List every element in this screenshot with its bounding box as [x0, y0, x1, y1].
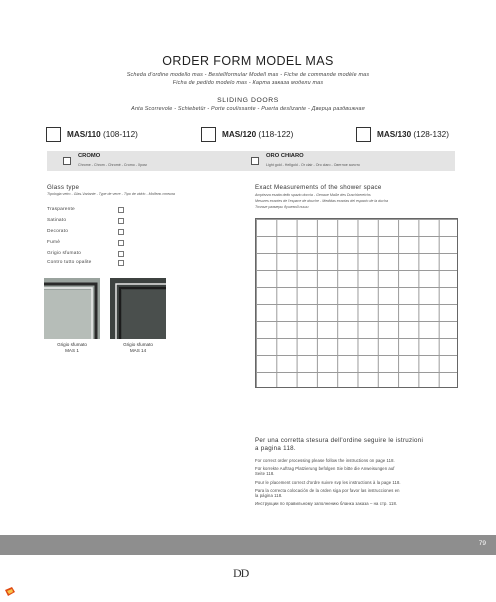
glass-sample-light-caption: Grigio sfumato MAS 1: [57, 342, 87, 353]
measurements-translations-3: Точные размеры душевой ниши: [255, 205, 309, 209]
instructions-main: Per una corretta stesura dell'ordine seguire le istruzioni a pagina 118.: [255, 437, 424, 452]
measurements-translations-2: Mesures exactes de l'espace de douche - Medidas exactas del espacio de la ducha: [255, 199, 388, 203]
instruction-line: For correct order processing please follow the instructions on page 118.: [255, 458, 395, 463]
glass-option-checkbox[interactable]: [118, 207, 124, 213]
brand-logo: DD: [233, 566, 249, 580]
glass-sample-light-image: [44, 278, 100, 339]
model-110-label: MAS/110 (108-112): [67, 130, 138, 139]
glass-sample-dark-image: [110, 278, 166, 339]
glass-type-translations: Tipologia vetro - Glas-Variante - Type de verre - Tipo de vidrio - Модель стекла: [47, 192, 175, 196]
instructions-translations: [255, 458, 465, 506]
glass-option-checkbox[interactable]: [118, 260, 124, 266]
page-title: ORDER FORM MODEL MAS: [162, 54, 334, 68]
instruction-line: Seite 118.: [255, 471, 275, 477]
pdf-badge-icon[interactable]: [4, 584, 16, 594]
finish-chrome-label: CROMO: [78, 153, 101, 159]
finish-chrome-checkbox[interactable]: [63, 157, 71, 165]
finish-gold-label: ORO CHIARO: [266, 153, 304, 159]
instruction-line: Para la correcta colocación de la orden siga por favor las instrucciones en: [255, 487, 400, 493]
measurement-grid[interactable]: [255, 218, 458, 388]
page-number: 79: [478, 540, 486, 547]
glass-option-checkbox[interactable]: [118, 251, 124, 257]
glass-option-label: Satinato: [47, 218, 67, 223]
instruction-line: la página 118.: [255, 493, 283, 499]
finish-gold-checkbox[interactable]: [251, 157, 259, 165]
title-translations-1: Scheda d'ordine modello mas - Bestellformular Modell mas - Fiche de commande modèle mas: [126, 72, 370, 78]
glass-option-label: Grigio sfumato: [47, 251, 81, 256]
glass-option-label: Contro tutto opalite: [47, 260, 92, 265]
model-130-label: MAS/130 (128-132): [377, 130, 449, 139]
glass-option-label: Decorato: [47, 229, 69, 234]
instruction-line: Pour le placement correct d'ordre suivre svp les instructions à la page 118.: [255, 479, 401, 485]
glass-option-label: Trasparente: [47, 207, 75, 212]
model-120-label: MAS/120 (118-122): [222, 130, 294, 139]
title-translations-2: Ficha de pedido modelo mas - Карта заказа модели mas: [172, 80, 324, 86]
glass-option-label: Fumè: [47, 240, 61, 245]
measurements-title: Exact Measurements of the shower space: [255, 184, 382, 191]
model-130-checkbox[interactable]: [356, 127, 371, 142]
footer-bar: [0, 535, 496, 555]
glass-option-checkbox[interactable]: [118, 240, 124, 246]
glass-type-title: Glass type: [47, 184, 80, 191]
glass-sample-dark-caption: Grigio sfumato MAS 14: [123, 342, 153, 353]
finish-chrome-translations: Chrome - Chrom - Chromé - Cromo - Хром: [78, 163, 147, 167]
section-title: SLIDING DOORS: [217, 97, 279, 104]
glass-option-checkbox[interactable]: [118, 218, 124, 224]
model-120-checkbox[interactable]: [201, 127, 216, 142]
section-translations: Anta Scorrevole - Schiebetür - Porte coulissante - Puerta deslizante - Дверца раздвижная: [131, 106, 365, 112]
finish-gold-translations: Light gold - Hellgold - Or clair - Oro claro - Светлое золото: [266, 163, 360, 167]
glass-option-checkbox[interactable]: [118, 229, 124, 235]
measurements-translations-1: Ampiezza esatta dello spazio doccia - Genaue Maße des Duschbereichs: [255, 193, 371, 197]
instruction-line: Für korrekte Auftrag Platzierung befolgen Sie bitte die Anweisungen auf: [255, 466, 395, 472]
model-110-checkbox[interactable]: [46, 127, 61, 142]
instruction-line: Инструкции по правильному заполнению бланка заказа – на стр. 118.: [255, 501, 398, 507]
